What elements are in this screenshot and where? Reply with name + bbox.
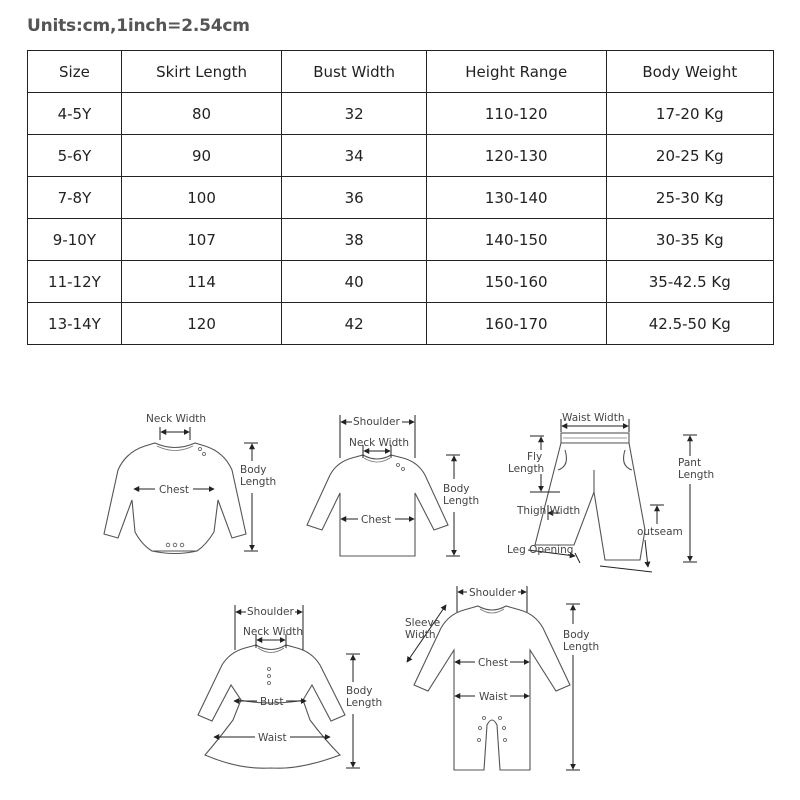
label-bust: Bust [260,696,284,708]
table-row [28,219,774,261]
size-chart-table [27,50,774,345]
table-cell: 5-6Y [28,135,122,177]
label-length: Length [346,697,383,709]
label-neck-width: Neck Width [243,626,304,638]
label-shoulder: Shoulder [469,587,516,599]
table-cell: 114 [121,261,281,303]
label-body: Body [240,464,267,476]
table-cell: 25-30 Kg [606,177,773,219]
label-pant-length: Length [678,469,715,481]
table-cell: 120-130 [426,135,606,177]
table-cell: 17-20 Kg [606,93,773,135]
label-shoulder: Shoulder [353,416,400,428]
table-cell: 80 [121,93,281,135]
table-cell: 30-35 Kg [606,219,773,261]
label-waist: Waist [258,732,287,744]
table-cell: 36 [282,177,427,219]
label-sleeve: Sleeve [405,617,441,629]
table-cell: 150-160 [426,261,606,303]
bodysuit-diagram [104,413,276,554]
table-cell: 32 [282,93,427,135]
table-cell: 160-170 [426,303,606,345]
romper-diagram [405,586,599,770]
label-neck-width: Neck Width [349,437,410,449]
table-row [28,93,774,135]
table-cell: 34 [282,135,427,177]
label-fly-length: Length [508,463,545,475]
table-cell: 13-14Y [28,303,122,345]
label-chest: Chest [478,657,509,669]
table-cell: 130-140 [426,177,606,219]
label-body: Body [563,629,590,641]
table-cell: 11-12Y [28,261,122,303]
label-leg-opening: Leg Opening [507,544,574,556]
label-chest: Chest [361,514,392,526]
label-outseam: outseam [637,526,683,538]
table-cell: 90 [121,135,281,177]
table-cell: 4-5Y [28,93,122,135]
label-length: Length [240,476,277,488]
column-header-height-range: Height Range [426,51,606,93]
table-cell: 38 [282,219,427,261]
table-cell: 9-10Y [28,219,122,261]
label-length: Length [563,641,600,653]
table-cell: 120 [121,303,281,345]
table-row [28,303,774,345]
column-header-body-weight: Body Weight [606,51,773,93]
table-row [28,177,774,219]
top-diagram [307,415,479,556]
table-cell: 140-150 [426,219,606,261]
column-header-bust-width: Bust Width [282,51,427,93]
measurement-diagrams [0,400,800,800]
table-header-row [28,51,774,93]
table-cell: 40 [282,261,427,303]
label-neck-width: Neck Width [146,413,207,425]
label-body: Body [346,685,373,697]
table-cell: 42.5-50 Kg [606,303,773,345]
dress-diagram [198,605,382,768]
pants-diagram [507,412,714,572]
label-fly: Fly [527,451,543,463]
label-chest: Chest [159,484,190,496]
units-note: Units:cm,1inch=2.54cm [27,16,250,36]
table-row [28,261,774,303]
table-row [28,135,774,177]
table-cell: 107 [121,219,281,261]
label-waist-width: Waist Width [562,412,625,424]
table-cell: 35-42.5 Kg [606,261,773,303]
table-cell: 100 [121,177,281,219]
label-pant: Pant [678,457,702,469]
label-sleeve-width: Width [405,629,436,641]
column-header-size: Size [28,51,122,93]
label-body: Body [443,483,470,495]
label-waist: Waist [479,691,508,703]
label-length: Length [443,495,480,507]
table-cell: 110-120 [426,93,606,135]
label-shoulder: Shoulder [247,606,294,618]
label-thigh-width: Thigh Width [517,505,581,517]
table-cell: 20-25 Kg [606,135,773,177]
table-cell: 7-8Y [28,177,122,219]
column-header-skirt-length: Skirt Length [121,51,281,93]
table-cell: 42 [282,303,427,345]
